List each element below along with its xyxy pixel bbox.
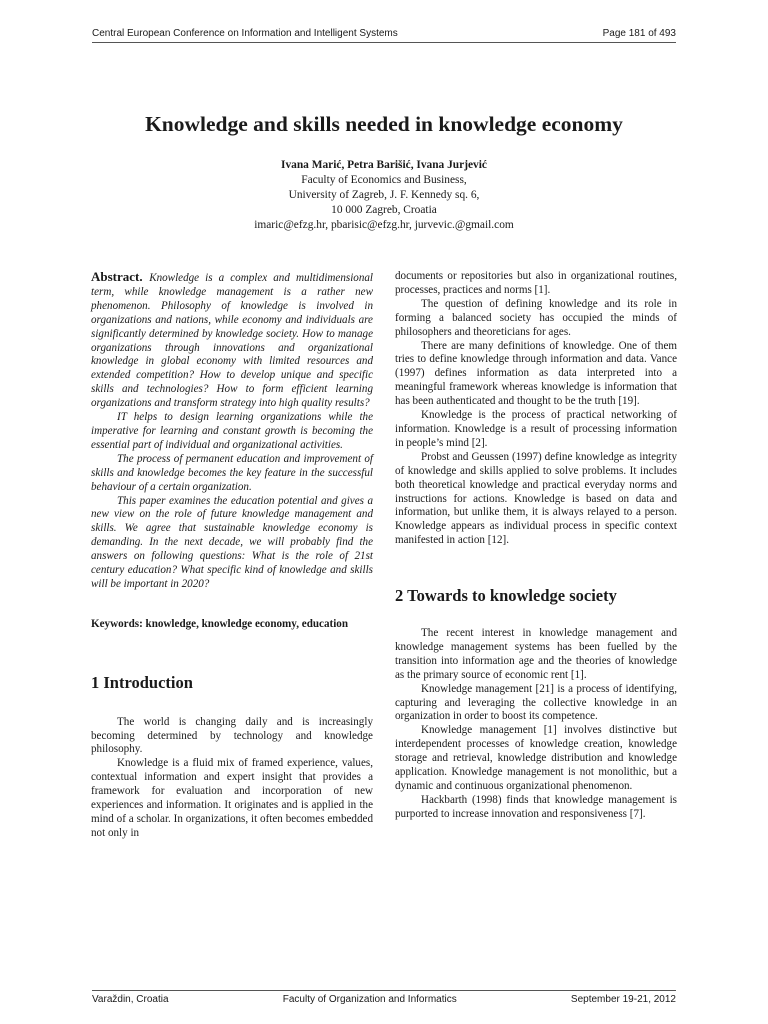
author-emails: imaric@efzg.hr, pbarisic@efzg.hr, jurvevic.@gmail.com [254, 219, 514, 231]
body-paragraph: Knowledge management [21] is a process of identifying, capturing and leveraging the collective knowledge in an organization in order to boost its competence. [395, 682, 677, 723]
abstract-paragraph: The process of permanent education and improvement of skills and knowledge becomes the key feature in the successful behaviour of a certain organization. [91, 452, 373, 493]
abstract-paragraph: This paper examines the education potential and gives a new view on the role of future knowledge management and skills. We agree that sustainable knowledge economy is demanding. In the next decade, we will probably find the answers on following questions: What is the role of 21st century education? What specific kind of knowledge and skills will be important in 2020? [91, 494, 373, 590]
author-block [0, 158, 768, 233]
section-heading-introduction: 1 Introduction [91, 672, 193, 692]
footer-faculty: Faculty of Organization and Informatics [282, 994, 457, 1005]
affiliation-line: 10 000 Zagreb, Croatia [331, 204, 437, 216]
section-heading-knowledge-society: 2 Towards to knowledge society [395, 586, 617, 606]
running-footer [92, 990, 676, 1005]
conference-name: Central European Conference on Information and Intelligent Systems [92, 28, 398, 39]
body-paragraph: Probst and Geussen (1997) define knowledge as integrity of knowledge and skills applied to solve problems. It includes both theoretical knowledge and practical everyday norms and instructions for actions. Knowledge is based on data and information, but unlike them, it is always relayed to a person. Knowledge appears as individual process in specific context manifested in action [12]. [395, 450, 677, 547]
abstract-paragraph: IT helps to design learning organizations while the imperative for learning and constant growth is becoming the essential part of individual and organizational activities. [91, 411, 373, 451]
body-paragraph: The world is changing daily and is increasingly becoming determined by technology and knowledge philosophy. [91, 715, 373, 756]
footer-date: September 19-21, 2012 [570, 994, 676, 1005]
affiliation-line: University of Zagreb, J. F. Kennedy sq. 6, [288, 189, 480, 201]
paper-title: Knowledge and skills needed in knowledge economy [145, 112, 623, 136]
page-number: Page 181 of 493 [602, 28, 676, 39]
abstract-paragraph: Abstract. Knowledge is a complex and multidimensional term, while knowledge management is a rather new phenomenon. Philosophy of knowledge is involved in organizations and nations, while economy and individuals are significantly determined by knowledge society. How to manage organizations through innovations and organizational knowledge in global economy with limited resources and extended competition? How to develop unique and specific skills and technologies? How to form efficient learning organizations and transform strategy into high quality results? [91, 269, 374, 410]
affiliation-line: Faculty of Economics and Business, [301, 174, 467, 186]
body-paragraph: The recent interest in knowledge management and knowledge management systems has been fuelled by the transition into information age and the theories of knowledge as the primary source of economic rent [1]. [395, 627, 677, 681]
body-paragraph: Hackbarth (1998) finds that knowledge management is purported to increase innovation and responsiveness [7]. [395, 793, 677, 820]
author-names: Ivana Marić, Petra Barišić, Ivana Jurjević [281, 159, 487, 171]
left-column [91, 270, 373, 841]
running-header [92, 28, 676, 43]
right-column [395, 270, 677, 822]
body-paragraph: Knowledge management [1] involves distinctive but interdependent processes of knowledge creation, knowledge storage and retrieval, knowledge distribution and knowledge application. Knowledge management is not monolithic, but a dynamic and continuous organizational phenomenon. [395, 724, 677, 792]
body-paragraph: Knowledge is the process of practical networking of information. Knowledge is a result of processing information in people’s mind [2]. [395, 409, 677, 449]
body-paragraph: There are many definitions of knowledge. One of them tries to define knowledge through information and data. Vance (1997) defines information as data interpreted into a meaningful framework whereas knowledge is information that has been authenticated and thought to be the truth [19]. [395, 339, 677, 408]
keywords: Keywords: knowledge, knowledge economy, education [91, 617, 349, 630]
abstract-text: Knowledge is a complex and multidimensional term, while knowledge management is a rather new phenomenon. Philosophy of knowledge is involved in organizations and nations, while economy and individuals are significantly determined by knowledge society. How to manage organizations through innovations and organizational knowledge in global economy with limited resources and extended competition? How to develop unique and specific skills and technologies? How to form efficient learning organizations and transform strategy into high quality results? [91, 272, 374, 410]
body-paragraph: The question of defining knowledge and its role in forming a balanced society has occupied the minds of philosophers and theoreticians for ages. [395, 297, 677, 338]
body-paragraph: documents or repositories but also in organizational routines, processes, practices and norms [1]. [395, 270, 677, 296]
abstract-label: Abstract [91, 269, 140, 284]
footer-location: Varaždin, Croatia [92, 994, 169, 1005]
body-paragraph: Knowledge is a fluid mix of framed experience, values, contextual information and expert insight that provides a framework for evaluation and incorporation of new experiences and information. It originates and is applied in the mind of a scholar. In organizations, it often becomes embedded not only in [91, 757, 373, 839]
